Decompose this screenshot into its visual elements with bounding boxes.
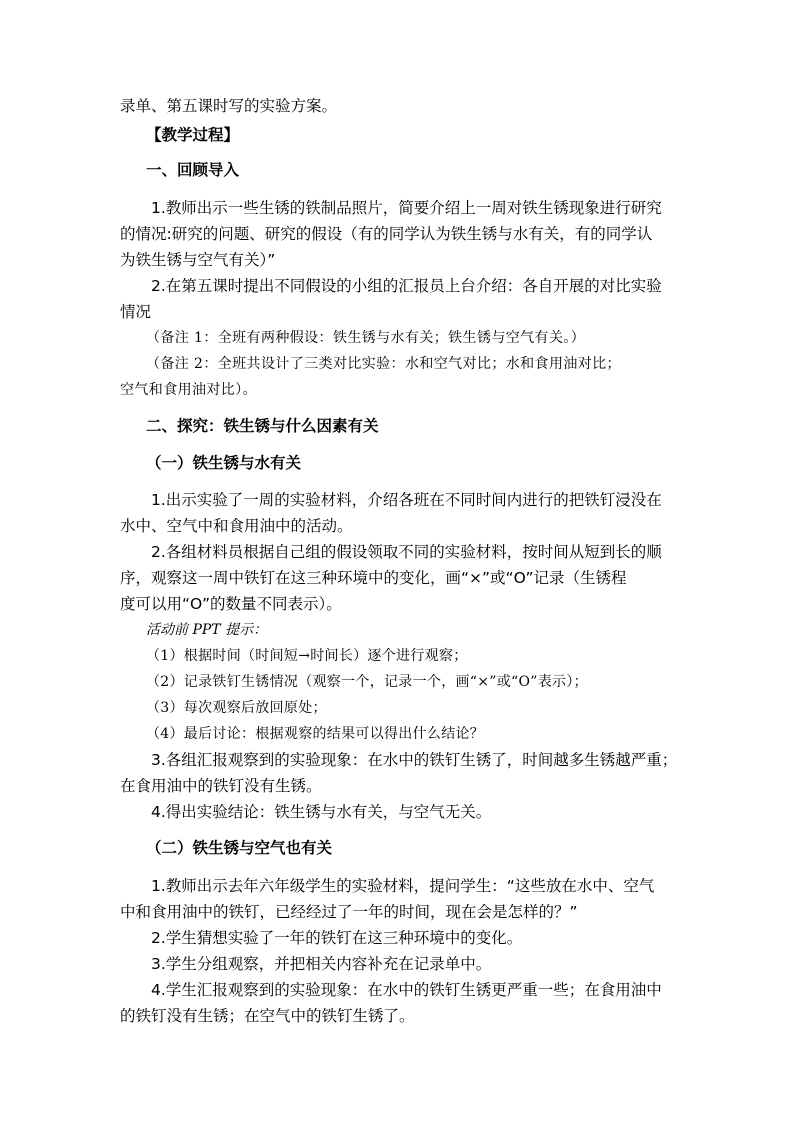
paragraph-line: 2.学生猜想实验了一年的铁钉在这三种环境中的变化。 — [151, 929, 523, 947]
section-heading-teaching-process: 【教学过程】 — [146, 126, 240, 144]
paragraph-line: 的铁钉没有生锈；在空气中的铁钉生锈了。 — [120, 1007, 415, 1025]
heading-inquiry: 二、探究：铁生锈与什么因素有关 — [146, 417, 379, 435]
paragraph-line: 1.教师出示去年六年级学生的实验材料，提问学生：“这些放在水中、空气 — [151, 877, 655, 895]
paragraph-line: 度可以用“O”的数量不同表示）。 — [120, 595, 342, 613]
heading-review-intro: 一、回顾导入 — [146, 161, 240, 179]
paragraph-line: 中和食用油中的铁钉，已经经过了一年的时间，现在会是怎样的？” — [120, 903, 578, 921]
note-1: （备注 1：全班有两种假设：铁生锈与水有关；铁生锈与空气有关。） — [146, 330, 586, 346]
note-2-continued: 空气和食用油对比）。 — [120, 382, 257, 398]
ppt-step-1: （1）根据时间（时间短→时间长）逐个进行观察； — [146, 648, 468, 664]
paragraph-line: 的情况:研究的问题、研究的假设（有的同学认为铁生锈与水有关，有的同学认 — [120, 225, 653, 243]
paragraph-line: 3.学生分组观察，并把相关内容补充在记录单中。 — [151, 955, 492, 973]
paragraph-line: 1.出示实验了一周的实验材料，介绍各班在不同时间内进行的把铁钉浸没在 — [151, 491, 662, 509]
subheading-rust-air: （二）铁生锈与空气也有关 — [146, 839, 333, 857]
subheading-rust-water: （一）铁生锈与水有关 — [146, 454, 302, 472]
paragraph-line: 在食用油中的铁钉没有生锈。 — [120, 777, 322, 795]
paragraph-line: 2.在第五课时提出不同假设的小组的汇报员上台介绍：各自开展的对比实验 — [151, 277, 662, 295]
ppt-hint-label: 活动前 PPT 提示： — [146, 622, 268, 638]
ppt-step-3: （3）每次观察后放回原处； — [146, 700, 327, 716]
paragraph-line: 4.学生汇报观察到的实验现象：在水中的铁钉生锈更严重一些；在食用油中 — [151, 981, 662, 999]
paragraph-line: 1.教师出示一些生锈的铁制品照片，简要介绍上一周对铁生锈现象进行研究 — [151, 199, 662, 217]
paragraph-line: 序，观察这一周中铁钉在这三种环境中的变化，画“×”或“O”记录（生锈程 — [120, 569, 627, 587]
paragraph-line: 2.各组材料员根据自己组的假设领取不同的实验材料，按时间从短到长的顺 — [151, 543, 662, 561]
ppt-step-2: （2）记录铁钉生锈情况（观察一个，记录一个，画“×”或“O”表示）； — [146, 674, 588, 690]
paragraph-line: 3.各组汇报观察到的实验现象：在水中的铁钉生锈了，时间越多生锈越严重； — [151, 751, 678, 769]
ppt-step-4: （4）最后讨论：根据观察的结果可以得出什么结论？ — [146, 726, 485, 742]
paragraph-line: 水中、空气中和食用油中的活动。 — [120, 517, 353, 535]
paragraph-line: 为铁生锈与空气有关）” — [120, 251, 276, 269]
note-2: （备注 2：全班共设计了三类对比实验：水和空气对比；水和食用油对比； — [146, 356, 621, 372]
continued-text-line: 录单、第五课时写的实验方案。 — [120, 97, 338, 115]
paragraph-line: 情况 — [120, 303, 152, 321]
paragraph-line: 4.得出实验结论：铁生锈与水有关，与空气无关。 — [151, 803, 492, 821]
